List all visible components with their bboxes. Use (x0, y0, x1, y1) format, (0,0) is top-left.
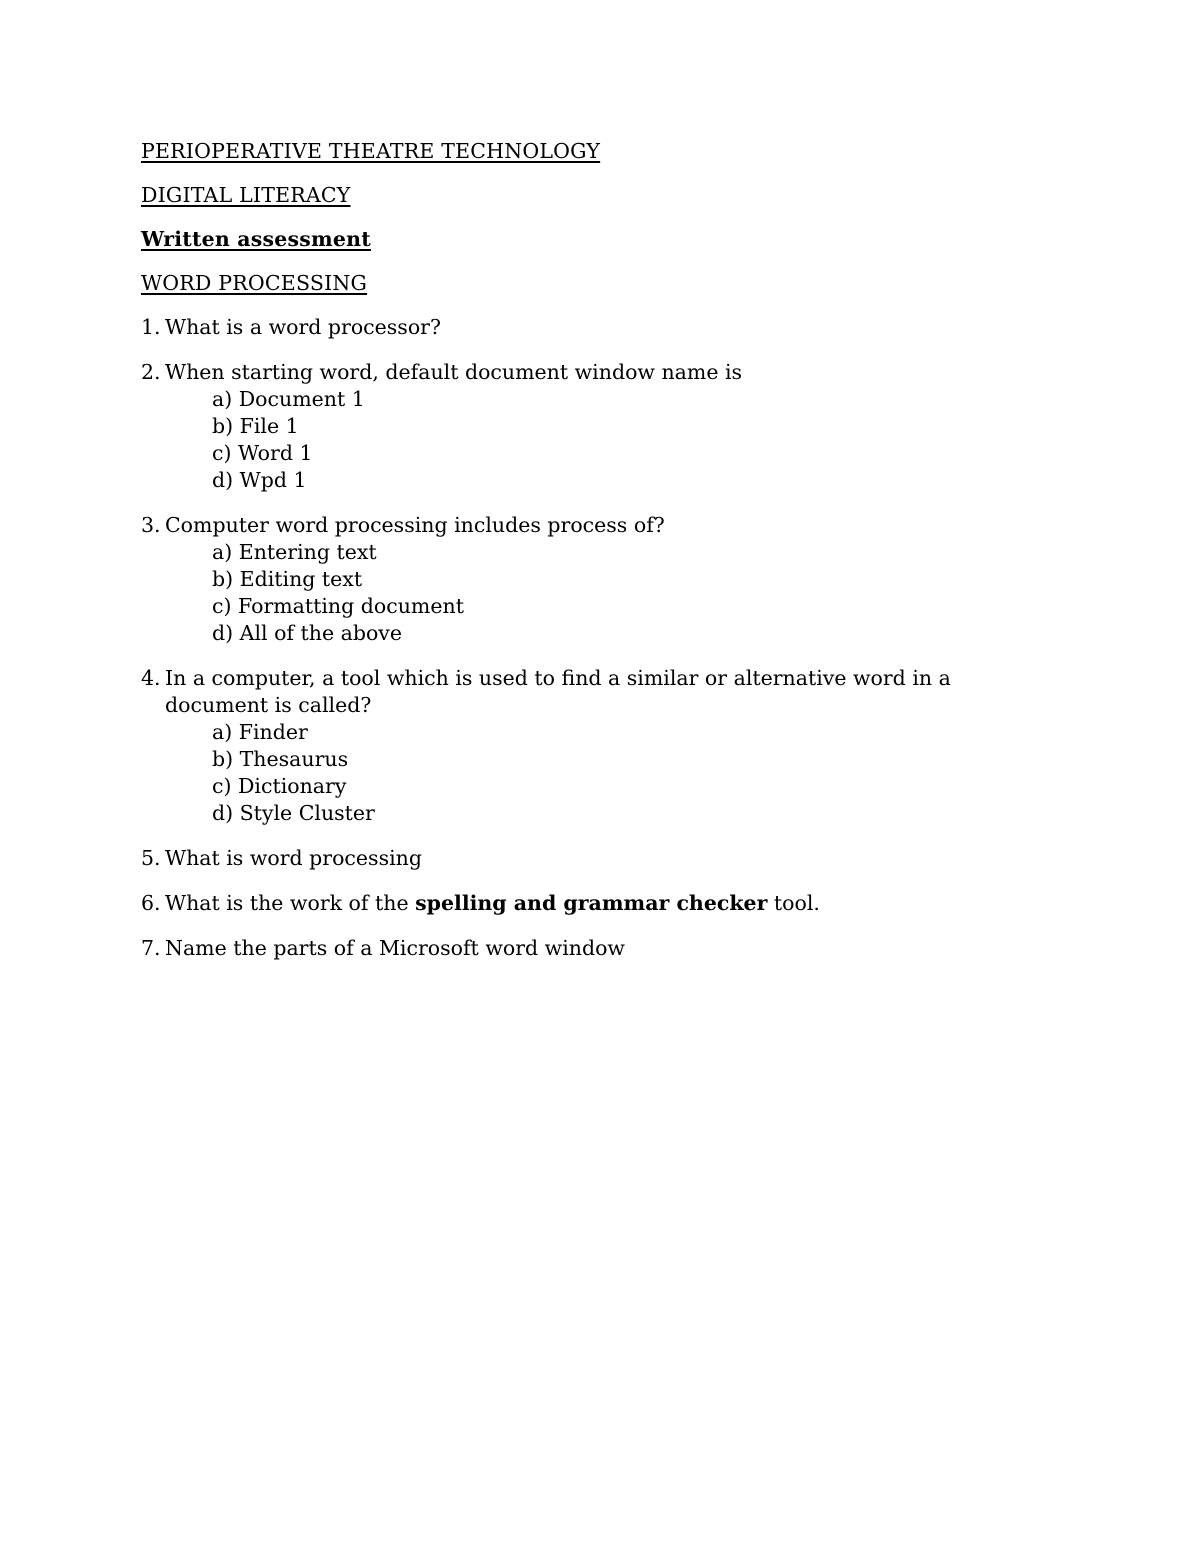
question-number: 3. (141, 513, 161, 537)
question-text: What is word processing (165, 846, 422, 870)
question-text: Computer word processing includes process of? (165, 513, 665, 537)
option-c: c) Dictionary (212, 774, 347, 798)
question-7 (141, 935, 1041, 962)
question-text-bold: spelling and grammar checker (415, 891, 768, 915)
question-text-after: tool. (767, 891, 820, 915)
option-list (165, 539, 1041, 647)
option-list (165, 386, 1041, 494)
option-d: d) Style Cluster (212, 801, 375, 825)
question-3 (141, 512, 1041, 647)
question-list (141, 314, 1041, 962)
question-number: 6. (141, 891, 161, 915)
option-c: c) Word 1 (212, 441, 313, 465)
question-number: 2. (141, 360, 161, 384)
question-number: 7. (141, 936, 161, 960)
question-6 (141, 890, 1041, 917)
option-d: d) All of the above (212, 621, 403, 645)
question-1 (141, 314, 1041, 341)
question-text: When starting word, default document window name is (165, 360, 743, 384)
question-text: What is a word processor? (165, 315, 441, 339)
heading-course-title: PERIOPERATIVE THEATRE TECHNOLOGY (141, 139, 601, 163)
question-number: 1. (141, 315, 161, 339)
question-4 (141, 665, 1041, 827)
option-list (165, 719, 1041, 827)
option-a: a) Document 1 (212, 387, 365, 411)
question-text (165, 890, 1041, 917)
question-2 (141, 359, 1041, 494)
heading-unit-title: DIGITAL LITERACY (141, 183, 351, 207)
option-c: c) Formatting document (212, 594, 464, 618)
document-content (141, 138, 1041, 980)
question-text-before: What is the work of the (165, 891, 416, 915)
question-text-line-1: In a computer, a tool which is used to find a similar or alternative word in a (165, 666, 951, 690)
option-b: b) File 1 (212, 414, 299, 438)
question-text-line-2: document is called? (165, 693, 372, 717)
heading-assessment-type: Written assessment (141, 227, 371, 251)
option-a: a) Entering text (212, 540, 377, 564)
question-number: 5. (141, 846, 161, 870)
question-number: 4. (141, 666, 161, 690)
option-b: b) Editing text (212, 567, 363, 591)
heading-section-title: WORD PROCESSING (141, 271, 368, 295)
option-b: b) Thesaurus (212, 747, 349, 771)
option-d: d) Wpd 1 (212, 468, 307, 492)
question-5 (141, 845, 1041, 872)
option-a: a) Finder (212, 720, 308, 744)
question-text: Name the parts of a Microsoft word window (165, 936, 625, 960)
